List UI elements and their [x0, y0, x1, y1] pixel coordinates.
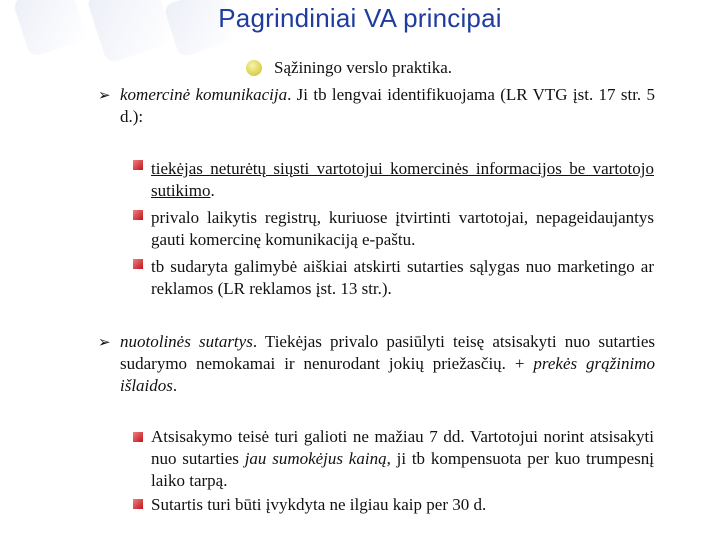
list-item-text: Sutartis turi būti įvykdyta ne ilgiau kaip per 30 d. [151, 495, 487, 514]
list-item-text: tb sudaryta galimybė aiškiai atskirti sutarties sąlygas nuo marketingo ar reklamos (LR reklamos įst. 13 str.). [151, 257, 654, 298]
yellow-dot-icon [246, 60, 262, 76]
red-square-bullet-icon [133, 210, 143, 220]
list-item-text: tiekėjas neturėtų siųsti vartotojui komercinės informacijos be vartotojo sutikimo [151, 159, 654, 200]
red-square-bullet-icon [133, 499, 143, 509]
list-item: tiekėjas neturėtų siųsti vartotojui komercinės informacijos be vartotojo sutikimo. [151, 159, 654, 200]
arrow-bullet-icon: ➢ [98, 86, 111, 104]
slide-title: Pagrindiniai VA principai [218, 3, 502, 33]
point-1-text: . Ji tb lengvai identifikuojama (LR VTG įst. 17 str. 5 d.): [120, 85, 656, 126]
list-item-text: privalo laikytis registrų, kuriuose įtvirtinti vartotojai, nepageidaujantys gauti komercinę komunikaciją e-paštu. [151, 208, 654, 249]
subheading-text: Sąžiningo verslo praktika. [274, 58, 452, 77]
list-item-text: Atsisakymo teisė turi galioti ne mažiau 7 dd. Vartotojui norint atsisakyti nuo sutarties [151, 427, 654, 468]
list-item [151, 494, 654, 516]
red-square-bullet-icon [133, 432, 143, 442]
point-2-label: nuotolinės sutartys [120, 332, 253, 351]
point-2-text: . Tiekėjas privalo pasiūlyti teisę atsisakyti nuo sutarties sudarymo nemokamai ir nenurodant jokių priežasčių. + [120, 332, 656, 373]
point-2: nuotolinės sutartys. Tiekėjas privalo pasiūlyti teisę atsisakyti nuo sutarties sudarymo nemokamai ir nenurodant jokių priežasčių. + prekės grąžinimo išlaidos. [120, 332, 656, 395]
point-1-label: komercinė komunikacija [120, 85, 288, 104]
point-2-label-2: prekės grąžinimo išlaidos [120, 354, 656, 395]
red-square-bullet-icon [133, 160, 143, 170]
red-square-bullet-icon [133, 259, 143, 269]
point-1 [120, 84, 655, 128]
subheading [246, 58, 452, 78]
list-item: Atsisakymo teisė turi galioti ne mažiau 7 dd. Vartotojui norint atsisakyti nuo sutarties jau sumokėjus kainą, ji tb kompensuota per kuo trumpesnį laiko tarpą. [151, 427, 654, 490]
arrow-bullet-icon: ➢ [98, 333, 111, 351]
list-item [151, 256, 654, 300]
list-item [151, 207, 654, 251]
